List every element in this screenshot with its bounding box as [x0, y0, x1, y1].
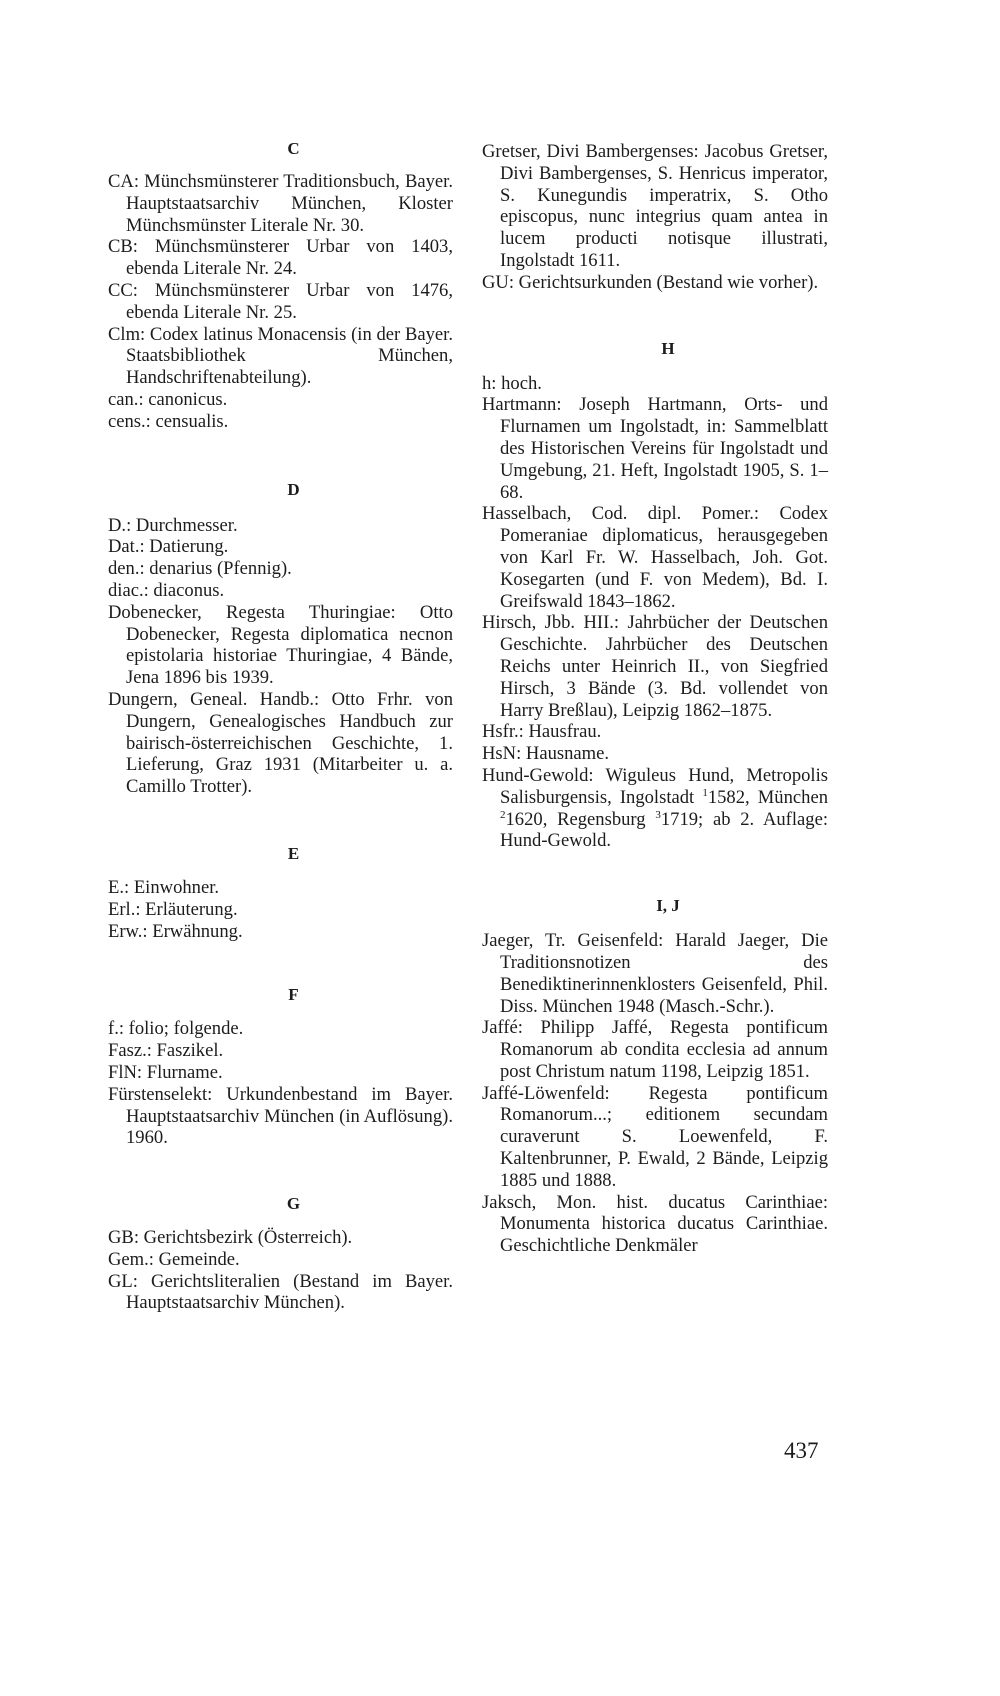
entry: HsN: Hausname.: [482, 743, 610, 765]
entry: Fürstenselekt: Urkundenbestand im Bayer. Hauptstaatsarchiv München (in Auflösung). 1960.: [108, 1083, 453, 1149]
entry: f.: folio; folgende.: [108, 1018, 244, 1040]
entry: Gretser, Divi Bambergenses: Jacobus Gretser, Divi Bambergenses, S. Henricus imperator, S. Kunegundis imperatrix, S. Otho episcopus, nunc integrius quam antea in lucem producti notisque illustrati, Ingolstadt 1611.: [482, 141, 828, 271]
right-column: [482, 141, 828, 1257]
page-number: 437: [784, 1438, 819, 1463]
entry: D.: Durchmesser.: [108, 514, 238, 536]
edition-superscript: 3: [655, 808, 661, 821]
entry: Erw.: Erwähnung.: [108, 920, 243, 942]
section-d: [108, 479, 453, 798]
edition-superscript: 2: [500, 808, 506, 821]
section-e: [108, 843, 453, 942]
entry: Hirsch, Jbb. HII.: Jahrbücher der Deutschen Geschichte. Jahrbücher des Deutschen Reichs unter Heinrich II., von Siegfried Hirsch, 3 Bände (3. Bd. vollendet von Harry Breßlau), Leipzig 1862–1875.: [482, 612, 828, 721]
entry: FlN: Flurname.: [108, 1061, 223, 1083]
section-letter: H: [661, 338, 675, 358]
entry: Fasz.: Faszikel.: [108, 1040, 224, 1062]
section-letter: I, J: [656, 896, 680, 916]
section-h: [482, 338, 828, 853]
entry: CC: Münchsmünsterer Urbar von 1476, ebenda Literale Nr. 25.: [108, 279, 453, 323]
entry: Clm: Codex latinus Monacensis (in der Bayer. Staatsbibliothek München, Handschriftenabteilung).: [108, 323, 453, 389]
entry: E.: Einwohner.: [108, 876, 220, 898]
entry: Gem.: Gemeinde.: [108, 1248, 240, 1270]
section-letter: D: [287, 479, 300, 499]
entry-text: 1620, Regensburg: [505, 808, 656, 830]
section-c: [108, 138, 453, 433]
edition-superscript: 1: [702, 786, 708, 799]
section-i-j: [482, 895, 828, 1257]
entry: Dat.: Datierung.: [108, 536, 229, 558]
entry: Hartmann: Joseph Hartmann, Orts- und Flurnamen um Ingolstadt, in: Sammelblatt des Historischen Vereins für Ingolstadt und Umgebung, 21. Heft, Ingolstadt 1905, S. 1–68.: [482, 394, 828, 503]
entry: Erl.: Erläuterung.: [108, 898, 238, 920]
entry: GU: Gerichtsurkunden (Bestand wie vorher).: [482, 271, 819, 293]
section-letter: E: [287, 843, 300, 863]
entry: can.: canonicus.: [108, 388, 228, 410]
entry: Hasselbach, Cod. dipl. Pomer.: Codex Pomeraniae diplomaticus, herausgegeben von Karl Fr. W. Hasselbach, Joh. Got. Kosegarten (und F. von Medem), Bd. I. Greifswald 1843–1862.: [482, 503, 828, 612]
entry: Dungern, Geneal. Handb.: Otto Frhr. von Dungern, Genealogisches Handbuch zur bairisch-österreichischen Geschichte, 1. Lieferung, Graz 1931 (Mitarbeiter u. a. Camillo Trotter).: [108, 688, 453, 798]
entry: Jaksch, Mon. hist. ducatus Carinthiae: Monumenta historica ducatus Carinthiae. Geschichtliche Denkmäler: [482, 1191, 828, 1257]
section-letter: F: [288, 985, 299, 1005]
entry: [482, 765, 828, 852]
section-letter: G: [286, 1194, 301, 1214]
entry: den.: denarius (Pfennig).: [108, 558, 292, 580]
entry: h: hoch.: [482, 372, 542, 394]
entry: GB: Gerichtsbezirk (Österreich).: [108, 1227, 353, 1249]
entry: diac.: diaconus.: [108, 579, 225, 601]
entry: Jaffé-Löwenfeld: Regesta pontificum Romanorum...; editionem secundam curaverunt S. Loewenfeld, F. Kaltenbrunner, P. Ewald, 2 Bände, Leipzig 1885 und 1888.: [482, 1082, 828, 1191]
entry: Hsfr.: Hausfrau.: [482, 721, 602, 743]
entry: GL: Gerichtsliteralien (Bestand im Bayer. Hauptstaatsarchiv München).: [108, 1270, 453, 1314]
entry-text: 1719; ab 2. Auflage: Hund-Gewold.: [500, 808, 828, 852]
section-g: [108, 1193, 453, 1314]
left-column: [108, 138, 453, 1314]
section-letter: C: [287, 139, 300, 158]
entry: Jaeger, Tr. Geisenfeld: Harald Jaeger, Die Traditionsnotizen des Benediktinerinnenklosters Geisenfeld, Phil. Diss. München 1948 (Masch.-Schr.).: [482, 930, 828, 1017]
entry: Jaffé: Philipp Jaffé, Regesta pontificum Romanorum ab condita ecclesia ad annum post Christum natum 1198, Leipzig 1851.: [482, 1017, 828, 1082]
entry: CB: Münchsmünsterer Urbar von 1403, ebenda Literale Nr. 24.: [108, 236, 453, 280]
section-g-continued: [482, 141, 828, 294]
entry: Dobenecker, Regesta Thuringiae: Otto Dobenecker, Regesta diplomatica necnon epistolaria historiae Thuringiae, 4 Bände, Jena 1896 bis 1939.: [108, 601, 453, 689]
entry: cens.: censualis.: [108, 410, 229, 432]
entry-text: Hund-Gewold: Wiguleus Hund, Metropolis Salisburgensis, Ingolstadt: [482, 764, 828, 808]
section-f: [108, 984, 453, 1149]
entry-text: 1582, München: [707, 786, 828, 808]
entry: CA: Münchsmünsterer Traditionsbuch, Bayer. Hauptstaatsarchiv München, Kloster Münchsmünster Literale Nr. 30.: [108, 171, 453, 236]
